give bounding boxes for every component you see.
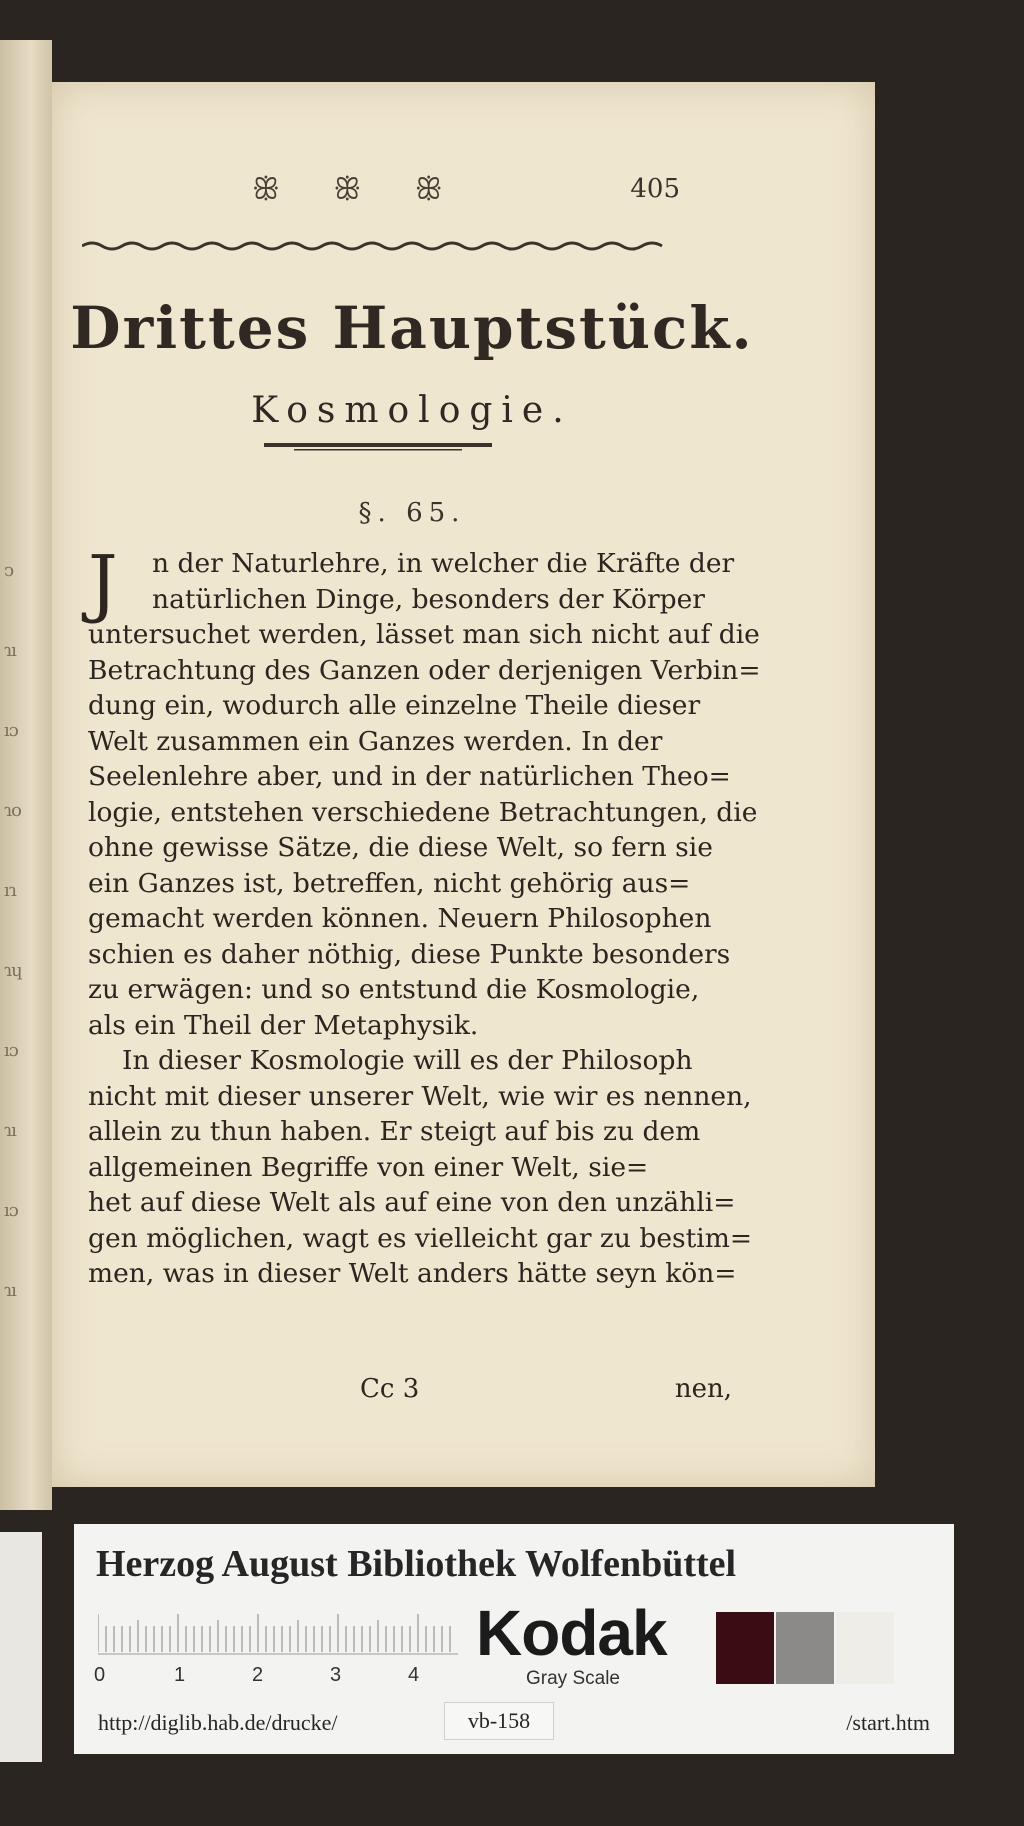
gray-scale-label: Gray Scale <box>526 1668 620 1689</box>
book-page <box>52 82 875 1487</box>
mid-gray-swatch <box>776 1612 834 1684</box>
scale-number: 3 <box>330 1664 342 1686</box>
light-swatch <box>836 1612 894 1684</box>
text-line: In dieser Kosmologie will es der Philosoph <box>122 1045 693 1076</box>
body-text <box>88 540 761 1292</box>
facing-page-bleed: ↄ <box>4 560 14 581</box>
facing-page-edge <box>0 40 52 1510</box>
text-line: het auf diese Welt als auf eine von den unzähli= <box>88 1187 736 1218</box>
text-line: dung ein, wodurch alle einzelne Theile dieser <box>88 690 701 721</box>
facing-page-bleed: ɿɥ <box>4 960 22 981</box>
text-line: gemacht werden können. Neuern Philosophen <box>88 903 712 934</box>
text-line: logie, entstehen verschiedene Betrachtungen, die <box>88 796 758 828</box>
text-line: allein zu thun haben. Er steigt auf bis zu dem <box>88 1116 701 1147</box>
text-line: nicht mit dieser unserer Welt, wie wir es nennen, <box>88 1080 752 1112</box>
text-line: untersuchet werden, lässet man sich nicht auf die <box>88 619 760 650</box>
text-line: Betrachtung des Ganzen oder derjenigen Verbin= <box>88 654 761 686</box>
signature-row <box>88 1374 732 1410</box>
dark-swatch <box>716 1612 774 1684</box>
start-path: /start.htm <box>846 1710 930 1735</box>
text-line: natürlichen Dinge, besonders der Körper <box>152 583 705 615</box>
text-line: allgemeinen Begriffe von einer Welt, sie= <box>88 1151 649 1183</box>
shelfmark: vb-158 <box>444 1702 554 1740</box>
text-line: ohne gewisse Sätze, die diese Welt, so fern sie <box>88 832 713 863</box>
adjacent-card-edge <box>0 1532 42 1762</box>
chapter-subtitle: Kosmologie. <box>251 390 573 431</box>
section-mark: §. 65. <box>358 498 466 528</box>
facing-page-bleed: ıɔ <box>4 720 18 741</box>
digital-library-url: http://diglib.hab.de/drucke/ <box>98 1710 338 1735</box>
facing-page-bleed: ɿo <box>4 800 21 821</box>
page-header <box>52 172 875 212</box>
text-line: Welt zusammen ein Ganzes werden. In der <box>88 725 663 757</box>
text-line: gen möglichen, wagt es vielleicht gar zu bestim= <box>88 1222 753 1254</box>
page-number: 405 <box>630 174 680 204</box>
facing-page-bleed: ɿı <box>4 1120 16 1141</box>
facing-page-bleed: ɿı <box>4 1280 16 1301</box>
library-color-card <box>74 1524 954 1754</box>
text-line: als ein Theil der Metaphysik. <box>88 1009 479 1041</box>
facing-page-bleed: ıɔ <box>4 1040 18 1061</box>
scale-number: 4 <box>408 1664 420 1686</box>
ornamental-border-rule <box>82 240 672 252</box>
scale-number: 1 <box>174 1664 186 1686</box>
signature-mark: Cc 3 <box>360 1374 420 1404</box>
catchword: nen, <box>674 1374 732 1404</box>
text-line: schien es daher nöthig, diese Punkte besonders <box>88 938 731 970</box>
ruler-scale <box>98 1604 458 1674</box>
chapter-title: Drittes Hauptstück. <box>70 294 754 362</box>
text-line: men, was in dieser Welt anders hätte seyn kön= <box>88 1258 737 1289</box>
text-line: zu erwägen: und so entstund die Kosmologie, <box>88 974 700 1005</box>
drop-cap: J <box>88 540 118 626</box>
facing-page-bleed: ɿı <box>4 640 16 661</box>
text-line: Seelenlehre aber, und in der natürlichen Theo= <box>88 761 731 792</box>
text-line: ein Ganzes ist, betreffen, nicht gehörig aus= <box>88 867 691 899</box>
text-line: n der Naturlehre, in welcher die Kräfte der <box>152 548 735 579</box>
title-rule <box>264 442 492 452</box>
scale-number: 0 <box>94 1664 106 1686</box>
facing-page-bleed: ıɔ <box>4 1200 18 1221</box>
facing-page-bleed: ıɿ <box>4 880 16 901</box>
library-name: Herzog August Bibliothek Wolfenbüttel <box>96 1543 737 1585</box>
header-ornaments: ꕥ ꕥ ꕥ <box>252 172 465 207</box>
scale-number: 2 <box>252 1664 264 1686</box>
kodak-logo: Kodak <box>476 1597 667 1669</box>
